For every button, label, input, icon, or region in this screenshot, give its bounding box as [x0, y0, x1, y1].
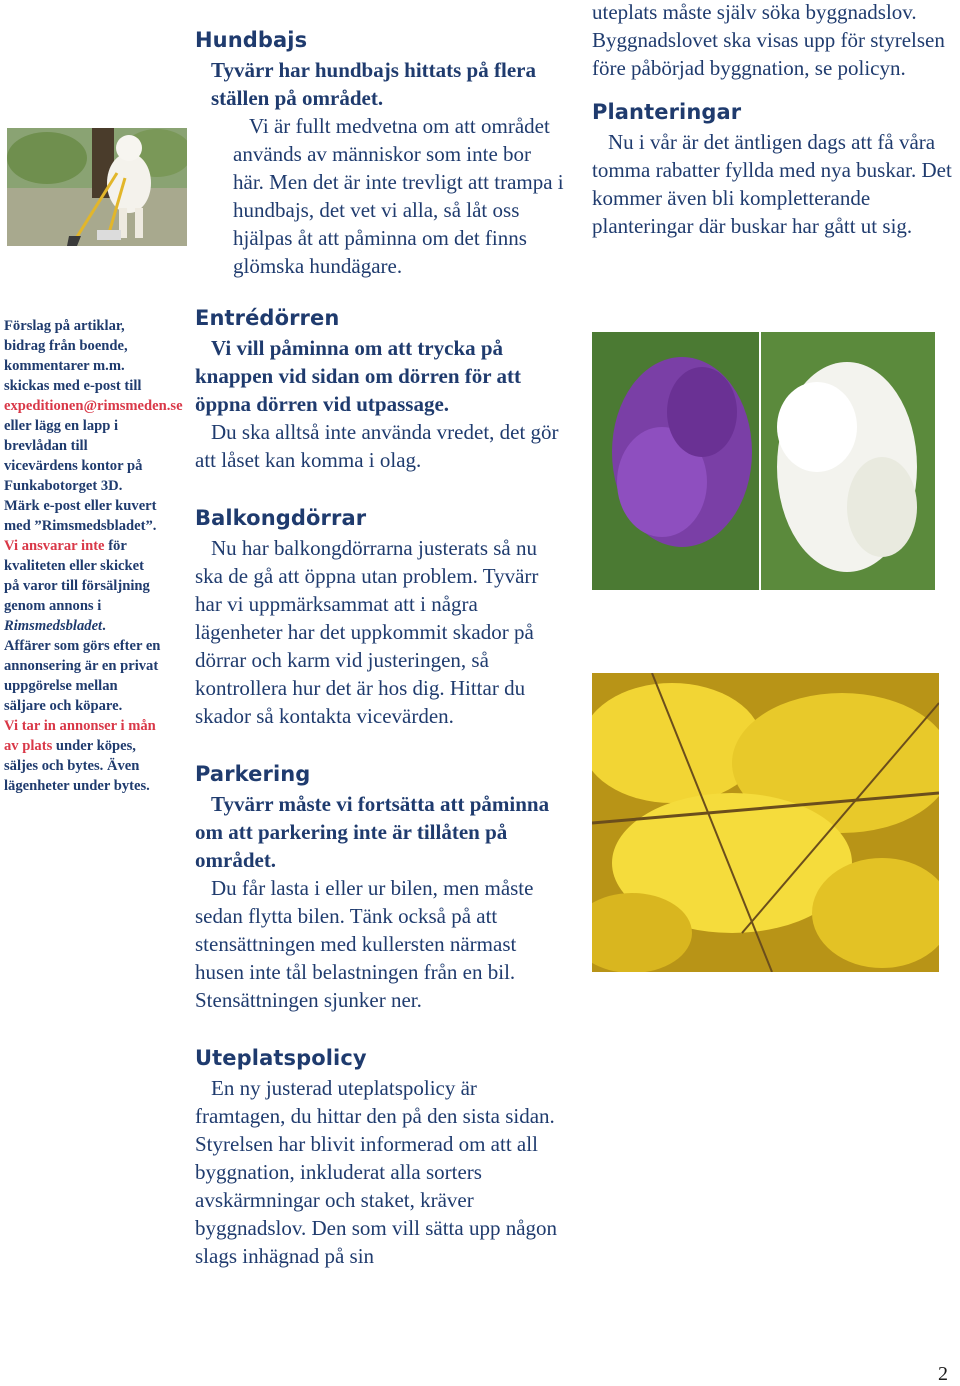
sidebar-ads	[4, 716, 162, 796]
article-lead: Tyvärr måste vi fortsätta att påminna om att parkering inte är tillåten på området.	[195, 792, 550, 872]
sidebar-publication-name: Rimsmedsbladet	[4, 618, 103, 634]
right-column	[592, 0, 960, 240]
forsythia-illustration	[592, 673, 939, 972]
sidebar-submissions-text-2: eller lägg en lapp i brevlådan till vicevärdens kontor på Funkabotorget 3D.	[4, 418, 143, 494]
uteplats-continued: uteplats måste själv söka byggnadslov. Byggnadslovet ska visas upp för styrelsen före påbörjad byggnation, se policyn.	[592, 0, 945, 80]
lilac-illustration	[592, 332, 935, 590]
sidebar-ads-text: under köpes, säljes och bytes. Även lägenheter under bytes.	[4, 738, 150, 794]
article-heading: Uteplatspolicy	[195, 1046, 367, 1070]
forsythia-photo	[592, 673, 939, 972]
article-body: Du får lasta i eller ur bilen, men måste sedan flytta bilen. Tänk också på att stensättningen med kullersten närmast husen inte tål belastningen från en bil. Stensättningen sjunker ner.	[195, 876, 534, 1012]
sidebar-submissions	[4, 316, 183, 496]
article-parkering	[195, 758, 565, 1014]
article-lead: Tyvärr har hundbajs hittats på flera ställen på området.	[211, 58, 536, 110]
sidebar-submissions-text: Förslag på artiklar, bidrag från boende, kommentarer m.m. skickas med e-post till	[4, 318, 142, 394]
sidebar-disclaimer-red: Vi ansvarar inte	[4, 538, 105, 554]
article-heading: Entrédörren	[195, 306, 340, 330]
sidebar-publication-period: .	[102, 618, 106, 634]
article-balkongdorrar	[195, 502, 565, 730]
sidebar-email-link[interactable]: expeditionen@rimsmeden.se	[4, 398, 183, 414]
article-heading: Planteringar	[592, 100, 742, 124]
dog-cleaning-photo	[7, 128, 187, 246]
sidebar-private-deals: Affärer som görs efter en annonsering är en privat uppgörelse mellan säljare och köpare.	[4, 638, 161, 714]
page-number: 2	[938, 1363, 948, 1385]
article-body: Nu har balkongdörrarna justerats så nu ska de gå att öppna utan problem. Tyvärr har vi uppmärksammat att i några lägenheter har det uppkommit skador på dörrar och karm vid justeringen, så kontrollera hur det är hos dig. Hittar du skador så kontakta vicevärden.	[195, 536, 539, 728]
sidebar-disclaimer-text: för kvaliteten eller skicket på varor till försäljning genom annons i	[4, 538, 150, 614]
article-body: Du ska alltså inte använda vredet, det gör att låset kan komma i olag.	[195, 420, 559, 472]
article-body: Nu i vår är det äntligen dags att få våra tomma rabatter fyllda med nya buskar. Det kommer även bli kompletterande planteringar där buskar har gått ut sig.	[592, 130, 952, 238]
article-body: Vi är fullt medvetna om att området används av människor som inte bor här. Men det är inte trevligt att trampa i hundbajs, det vet vi alla, så låt oss hjälpas åt att påminna om det finns glömska hundägare.	[233, 114, 564, 278]
sidebar-ads-red: Vi tar in annonser i mån av plats	[4, 718, 156, 754]
article-lead: Vi vill påminna om att trycka på knappen vid sidan om dörren för att öppna dörren vid utpassage.	[195, 336, 521, 416]
article-heading: Parkering	[195, 762, 311, 786]
article-heading: Hundbajs	[195, 28, 308, 52]
middle-column	[195, 24, 565, 1270]
lilac-photo	[592, 332, 935, 590]
sidebar-disclaimer	[4, 536, 162, 636]
article-planteringar	[592, 96, 960, 240]
sidebar-marking: Märk e-post eller kuvert med ”Rimsmedsbladet”.	[4, 498, 157, 534]
sidebar-info	[4, 316, 183, 796]
article-body: En ny justerad uteplatspolicy är framtagen, du hittar den på den sista sidan. Styrelsen har blivit informerad om att all byggnation, inkluderat alla sorters avskärmningar och staket, kräver byggnadslov. Den som vill sätta upp någon slags inhägnad på sin	[195, 1076, 558, 1268]
dog-illustration	[7, 128, 187, 246]
article-heading: Balkongdörrar	[195, 506, 367, 530]
article-uteplatspolicy	[195, 1042, 565, 1270]
article-hundbajs	[195, 24, 565, 280]
article-entredorren	[195, 302, 565, 474]
